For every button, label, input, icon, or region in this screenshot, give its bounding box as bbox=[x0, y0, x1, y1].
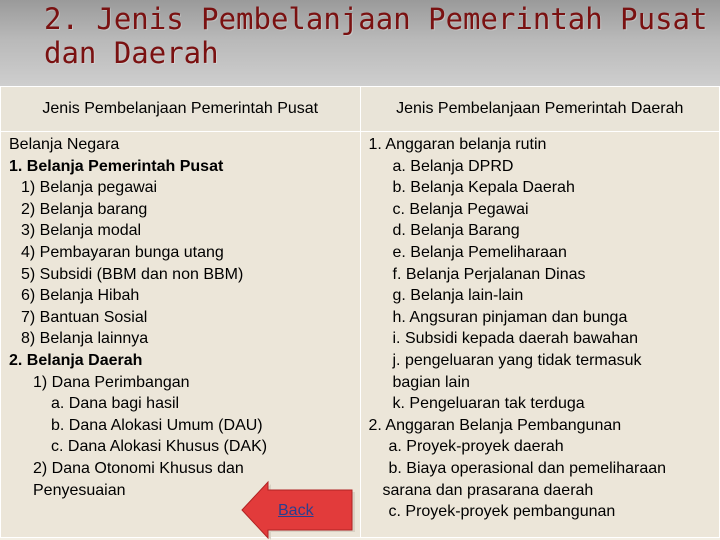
daerah-list-item: 2. Anggaran Belanja Pembangunan bbox=[368, 416, 622, 434]
pusat-list-item: a. Dana bagi hasil bbox=[51, 395, 180, 413]
daerah-list-item: b. Belanja Kepala Daerah bbox=[392, 179, 575, 197]
pusat-list-item: 4) Pembayaran bunga utang bbox=[21, 243, 224, 261]
pusat-list-item: Penyesuaian bbox=[33, 481, 126, 499]
pusat-list-item: 6) Belanja Hibah bbox=[21, 287, 140, 305]
pusat-cell bbox=[1, 132, 361, 538]
pusat-list-item: Belanja Negara bbox=[9, 136, 120, 153]
daerah-list bbox=[361, 132, 720, 539]
slide-title-line-1: 2. Jenis Pembelanjaan Pemerintah Pusat bbox=[44, 2, 708, 36]
daerah-list-item: sarana dan prasarana daerah bbox=[382, 481, 594, 499]
daerah-list-item: bagian lain bbox=[392, 373, 470, 391]
daerah-list-item: g. Belanja lain-lain bbox=[392, 287, 524, 305]
pusat-list-item: 3) Belanja modal bbox=[21, 222, 142, 240]
slide-title bbox=[44, 2, 708, 70]
back-button[interactable] bbox=[240, 480, 356, 540]
header-pusat: Jenis Pembelanjaan Pemerintah Pusat bbox=[1, 87, 361, 132]
pusat-list-item: 1. Belanja Pemerintah Pusat bbox=[9, 157, 224, 175]
daerah-list-item: h. Angsuran pinjaman dan bunga bbox=[392, 308, 628, 326]
pusat-list-item: 7) Bantuan Sosial bbox=[21, 308, 148, 326]
daerah-list-item: k. Pengeluaran tak terduga bbox=[392, 395, 585, 413]
back-button-label[interactable]: Back bbox=[278, 502, 314, 519]
daerah-cell bbox=[360, 132, 720, 538]
pusat-list-item: c. Dana Alokasi Khusus (DAK) bbox=[51, 438, 268, 456]
header-daerah: Jenis Pembelanjaan Pemerintah Daerah bbox=[360, 87, 720, 132]
daerah-list-item: j. pengeluaran yang tidak termasuk bbox=[392, 351, 642, 369]
daerah-list-item: f. Belanja Perjalanan Dinas bbox=[392, 265, 586, 283]
daerah-list-item: a. Proyek-proyek daerah bbox=[388, 438, 564, 456]
pusat-list-item: 8) Belanja lainnya bbox=[21, 330, 149, 348]
pusat-list-item: 5) Subsidi (BBM dan non BBM) bbox=[21, 265, 244, 283]
pusat-list-item: 2) Belanja barang bbox=[21, 200, 148, 218]
spending-types-table bbox=[0, 86, 720, 538]
daerah-list-item: b. Biaya operasional dan pemeliharaan bbox=[388, 459, 667, 477]
pusat-list-item: b. Dana Alokasi Umum (DAU) bbox=[51, 416, 263, 434]
daerah-list-item: c. Belanja Pegawai bbox=[392, 200, 529, 218]
pusat-list-item: 1) Belanja pegawai bbox=[21, 179, 158, 197]
daerah-list-item: e. Belanja Pemeliharaan bbox=[392, 243, 567, 261]
daerah-list-item: 1. Anggaran belanja rutin bbox=[368, 136, 547, 153]
pusat-list-item: 2. Belanja Daerah bbox=[9, 351, 143, 369]
daerah-list-item: a. Belanja DPRD bbox=[392, 157, 514, 175]
daerah-list-item: i. Subsidi kepada daerah bawahan bbox=[392, 330, 639, 348]
slide-title-line-2: dan Daerah bbox=[44, 36, 219, 70]
pusat-list-item: 2) Dana Otonomi Khusus dan bbox=[33, 459, 244, 477]
daerah-list-item: d. Belanja Barang bbox=[392, 222, 520, 240]
pusat-list-item: 1) Dana Perimbangan bbox=[33, 373, 190, 391]
daerah-list-item: c. Proyek-proyek pembangunan bbox=[388, 503, 616, 521]
pusat-list bbox=[1, 132, 360, 539]
